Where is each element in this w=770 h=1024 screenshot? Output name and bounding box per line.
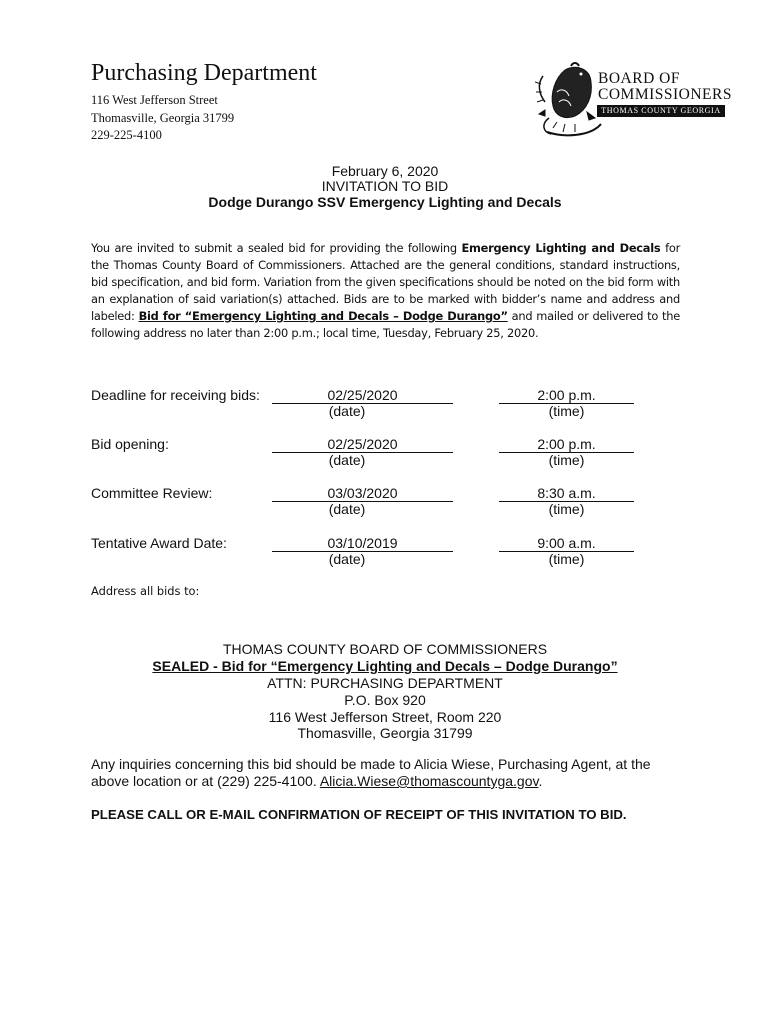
- intro-paragraph: [91, 240, 680, 342]
- inquiry-text: Any inquiries concerning this bid should be made to Alicia Wiese, Purchasing Agent, at the above location or at (229) 225-4100.: [91, 756, 651, 789]
- inquiry-end: .: [538, 773, 543, 789]
- schedule-label: Committee Review:: [91, 485, 213, 501]
- time-caption: (time): [548, 501, 585, 517]
- quail-icon: [535, 63, 601, 135]
- mailing-line-3: ATTN: PURCHASING DEPARTMENT: [267, 675, 503, 691]
- schedule-label: Deadline for receiving bids:: [91, 387, 260, 403]
- mailing-line-2: SEALED - Bid for “Emergency Lighting and Decals – Dodge Durango”: [152, 658, 618, 674]
- schedule-time: 2:00 p.m.: [499, 387, 634, 404]
- date-caption: (date): [328, 403, 366, 419]
- intro-text-3: and mailed or delivered to the following address no later than 2:00 p.m.; local time, Tuesday, February 25, 2020.: [91, 309, 680, 340]
- document-heading: INVITATION TO BID: [321, 178, 449, 194]
- inquiry-paragraph: [91, 756, 691, 790]
- schedule-time: 9:00 a.m.: [499, 535, 634, 552]
- address-intro: Address all bids to:: [91, 584, 200, 598]
- header-street: 116 West Jefferson Street: [91, 93, 218, 107]
- schedule-date: 03/03/2020: [272, 485, 453, 502]
- department-title: Purchasing Department: [91, 60, 317, 86]
- date-caption: (date): [328, 551, 366, 567]
- schedule-date: 03/10/2019: [272, 535, 453, 552]
- schedule-time: 8:30 a.m.: [499, 485, 634, 502]
- email-link[interactable]: Alicia.Wiese@thomascountyga.gov: [319, 773, 539, 789]
- document-subject: Dodge Durango SSV Emergency Lighting and Decals: [208, 194, 562, 210]
- date-caption: (date): [328, 452, 366, 468]
- mailing-line-5: 116 West Jefferson Street, Room 220: [268, 709, 502, 725]
- mailing-line-1: THOMAS COUNTY BOARD OF COMMISSIONERS: [222, 641, 548, 657]
- intro-bold-item: Emergency Lighting and Decals: [461, 241, 661, 255]
- logo-text-commissioners: COMMISSIONERS: [598, 86, 732, 103]
- intro-bid-label: Bid for “Emergency Lighting and Decals – Dodge Durango”: [138, 309, 508, 323]
- schedule-date: 02/25/2020: [272, 436, 453, 453]
- header-city: Thomasville, Georgia 31799: [91, 111, 235, 125]
- document-date: February 6, 2020: [331, 163, 439, 179]
- intro-text-1: You are invited to submit a sealed bid for providing the following: [91, 241, 462, 255]
- schedule-label: Bid opening:: [91, 436, 169, 452]
- header-phone: 229-225-4100: [91, 128, 162, 142]
- mailing-line-4: P.O. Box 920: [344, 692, 426, 708]
- schedule-date: 02/25/2020: [272, 387, 453, 404]
- logo-text-board: BOARD OF: [598, 70, 680, 87]
- mailing-line-6: Thomasville, Georgia 31799: [297, 725, 473, 741]
- confirmation-notice: PLEASE CALL OR E-MAIL CONFIRMATION OF RECEIPT OF THIS INVITATION TO BID.: [91, 807, 627, 822]
- schedule-label: Tentative Award Date:: [91, 535, 227, 551]
- time-caption: (time): [548, 551, 585, 567]
- date-caption: (date): [328, 501, 366, 517]
- time-caption: (time): [548, 403, 585, 419]
- logo-band: THOMAS COUNTY GEORGIA: [597, 105, 725, 117]
- schedule-time: 2:00 p.m.: [499, 436, 634, 453]
- time-caption: (time): [548, 452, 585, 468]
- intro-text-2: for the Thomas County Board of Commissioners. Attached are the general conditions, standard instructions, bid specification, and bid form. Variation from the given specifications should be noted on the bid form with an explanation of said variation(s) attached. Bids are to be marked with bidder’s name and address and labeled:: [91, 241, 680, 323]
